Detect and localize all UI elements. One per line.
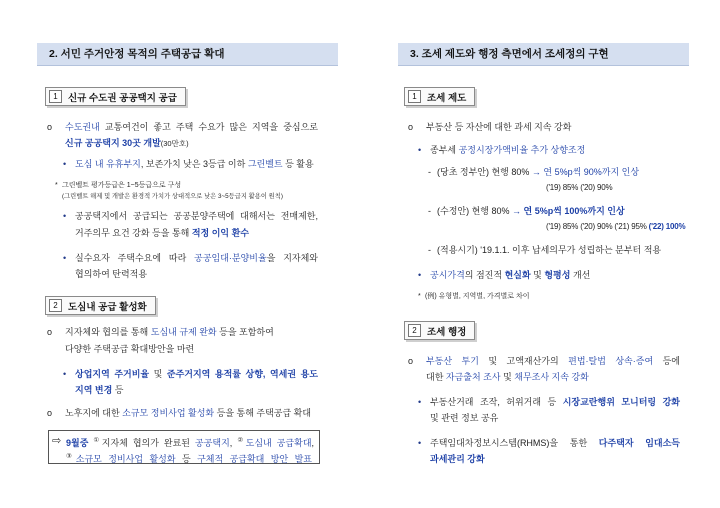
plain-text: 개선 <box>570 270 591 280</box>
bullet-marker: o <box>47 122 53 132</box>
subsection-title <box>404 87 475 106</box>
item-line <box>65 120 318 134</box>
plain-text: 협의하여 탄력적용 <box>75 269 148 279</box>
plain-text: 실수요자 주택수요에 따라 <box>75 253 195 263</box>
item-line <box>426 370 589 384</box>
plain-text: 등을 통해 주택공급 확대 <box>214 408 312 418</box>
bullet-marker: • <box>63 159 67 169</box>
footnote-line <box>425 291 529 303</box>
arrow-icon: ⇨ <box>52 435 62 447</box>
highlight-text: 공시가격 <box>430 270 465 280</box>
circled-number: ② <box>237 437 246 444</box>
item-line <box>430 452 485 466</box>
plain-text: 및 관련 정보 공유 <box>430 413 499 423</box>
item-line <box>75 267 147 281</box>
item-line <box>75 226 249 240</box>
dash-marker: - <box>428 245 431 255</box>
plain-text: 등 <box>112 385 124 395</box>
item-line <box>65 342 194 356</box>
plain-text: (例) 유형별, 지역별, 가격별로 차이 <box>425 293 530 300</box>
plain-text: 및 <box>149 369 167 379</box>
plain-text: (당초 정부안) 현행 80% <box>437 167 532 177</box>
highlight-text: 시장교란행위 모니터링 강화 <box>562 397 680 407</box>
bullet-marker: o <box>47 408 53 418</box>
item-line <box>65 406 311 420</box>
bullet-marker: o <box>408 356 414 366</box>
highlight-text: 지역 변경 <box>75 385 113 395</box>
highlight-text: 소규모 정비사업 활성화 <box>75 454 176 464</box>
circled-number: ③ <box>66 453 76 460</box>
highlight-text: → <box>511 206 524 216</box>
plain-text: 등에 <box>653 356 680 366</box>
highlight-text: 다주택자 임대소득 <box>598 438 680 448</box>
subsection-label: 조세 제도 <box>427 92 467 104</box>
item-line <box>75 367 318 381</box>
plain-text: 교통여건이 좋고 주택 수요가 많은 지역을 중심으로 <box>99 122 318 132</box>
subsection-title <box>404 321 475 340</box>
plain-text: 주택임대차정보시스템(RHMS)을 통한 <box>430 438 599 448</box>
bullet-marker: • <box>418 270 422 280</box>
highlight-text: 자금출처 조사 <box>445 372 501 382</box>
summary-line <box>66 450 312 464</box>
bullet-marker: • <box>418 438 422 448</box>
item-line <box>437 243 661 257</box>
plain-text: 지자체와 협의를 통해 <box>65 327 151 337</box>
plain-text: (수정안) 현행 80% <box>437 206 512 216</box>
plain-text: 등 <box>175 454 198 464</box>
highlight-text: 편법·탈법 상속·증여 <box>568 356 654 366</box>
plain-text: 종부세 <box>430 145 459 155</box>
highlight-text: 과세관리 강화 <box>430 454 485 464</box>
item-line <box>437 204 625 218</box>
highlight-text: 도심내 공급확대 <box>245 438 312 448</box>
plain-text: 공공택지에서 공급되는 공공분양주택에 대해서는 전매제한, <box>75 211 318 221</box>
bullet-marker: • <box>63 369 67 379</box>
subsection-number: 1 <box>408 90 421 103</box>
plain-text: 의 점진적 <box>464 270 505 280</box>
highlight-text: 도심 내 유휴부지 <box>75 159 141 169</box>
dash-marker: - <box>428 167 431 177</box>
plain-text: 대한 <box>426 372 446 382</box>
highlight-text: 공공택지 <box>195 438 230 448</box>
plain-text: 노후지에 대한 <box>65 408 123 418</box>
plain-text: 그린벨트 평가등급은 1~5등급으로 구성 <box>62 182 182 189</box>
plain-text: , <box>311 438 315 448</box>
plain-text: (그린벨트 해제 및 개발은 환경적 가치가 상대적으로 낮은 3~5등급지 활용이 원칙) <box>62 193 283 200</box>
bullet-marker: • <box>63 253 67 263</box>
rate-schedule <box>546 220 685 234</box>
plain-text: 을 지자체와 <box>266 253 318 263</box>
highlight-text: 연 5%p씩 100%까지 인상 <box>523 206 625 216</box>
item-line <box>75 383 123 397</box>
dash-marker: - <box>428 206 431 216</box>
highlight-text: 도심내 규제 완화 <box>150 327 217 337</box>
plain-text: 및 <box>530 270 545 280</box>
bullet-marker: • <box>63 211 67 221</box>
highlight-text: 채무조사 지속 강화 <box>514 372 589 382</box>
highlight-text: 준주거지역 용적률 상향, 역세권 용도 <box>166 369 318 379</box>
item-line <box>430 143 585 157</box>
highlight-text: → 연 5%p씩 90%까지 인상 <box>531 167 640 177</box>
bullet-marker: • <box>418 145 422 155</box>
section-heading: 3. 조세 제도와 행정 측면에서 조세정의 구현 <box>398 43 689 66</box>
item-line <box>437 165 639 179</box>
highlight-text: 상업지역 주거비율 <box>75 369 150 379</box>
plain-text: ('19) 85% ('20) 90% <box>546 183 613 192</box>
item-line <box>426 120 571 134</box>
highlight-text: 현실화 <box>504 270 531 280</box>
note-marker: * <box>55 182 58 189</box>
highlight-text: 그린벨트 <box>247 159 283 169</box>
highlight-text: 수도권내 <box>65 122 100 132</box>
item-line <box>430 395 680 409</box>
plain-text: 거주의무 요건 강화 등을 통해 <box>75 228 192 238</box>
circled-number: ① <box>93 437 102 444</box>
plain-text: 등 활용 <box>282 159 314 169</box>
item-line <box>75 157 314 171</box>
bullet-marker: • <box>418 397 422 407</box>
item-line <box>65 325 274 339</box>
subsection-title <box>45 87 186 106</box>
plain-text: (30만호) <box>160 139 189 148</box>
bullet-marker: o <box>47 327 53 337</box>
subsection-number: 2 <box>408 324 421 337</box>
highlight-text: 부동산 투기 <box>426 356 479 366</box>
section-heading: 2. 서민 주거안정 목적의 주택공급 확대 <box>37 43 338 66</box>
highlight-text: 공공임대·분양비율 <box>194 253 267 263</box>
plain-text: 등을 포함하여 <box>216 327 274 337</box>
highlight-text: 소규모 정비사업 활성화 <box>122 408 215 418</box>
summary-line <box>66 434 314 448</box>
highlight-text: ('22) 100% <box>648 222 686 231</box>
plain-text: (적용시기) '19.1.1. 이후 납세의무가 성립하는 분부터 적용 <box>437 245 662 255</box>
subsection-number: 2 <box>49 299 62 312</box>
subsection-label: 도심내 공급 활성화 <box>68 301 147 313</box>
highlight-text: 구체적 공급확대 방안 발표 <box>197 454 312 464</box>
bullet-marker: o <box>408 122 414 132</box>
item-line <box>75 251 318 265</box>
highlight-text: 적정 이익 환수 <box>191 228 250 238</box>
subsection-label: 조세 행정 <box>427 326 467 338</box>
plain-text: 다양한 주택공급 확대방안을 마련 <box>65 344 195 354</box>
rate-schedule <box>546 181 612 195</box>
plain-text: 및 고액재산가의 <box>478 356 569 366</box>
highlight-text: 형평성 <box>544 270 571 280</box>
item-line <box>65 136 189 150</box>
item-line <box>75 209 318 223</box>
item-line <box>430 268 590 282</box>
item-line <box>430 436 680 450</box>
subsection-label: 신규 수도권 공공택지 공급 <box>68 92 177 104</box>
item-line <box>426 354 680 368</box>
subsection-title <box>45 296 156 315</box>
note-marker: * <box>418 293 421 300</box>
highlight-text: 9월중 <box>66 438 94 448</box>
subsection-number: 1 <box>49 90 62 103</box>
plain-text: 지자체 협의가 완료된 <box>101 438 196 448</box>
highlight-text: 공정시장가액비율 추가 상향조정 <box>458 145 586 155</box>
plain-text: , <box>229 438 238 448</box>
summary-box <box>48 430 320 464</box>
plain-text: 및 <box>500 372 515 382</box>
item-line <box>430 411 498 425</box>
plain-text: 부동산 등 자산에 대한 과세 지속 강화 <box>426 122 572 132</box>
plain-text: 부동산거래 조작, 허위거래 등 <box>430 397 563 407</box>
plain-text: , 보존가치 낮은 3등급 이하 <box>140 159 248 169</box>
plain-text: ('19) 85% ('20) 90% ('21) 95% <box>546 222 649 231</box>
highlight-text: 신규 공공택지 30곳 개발 <box>65 138 161 148</box>
footnote-line <box>62 191 283 203</box>
